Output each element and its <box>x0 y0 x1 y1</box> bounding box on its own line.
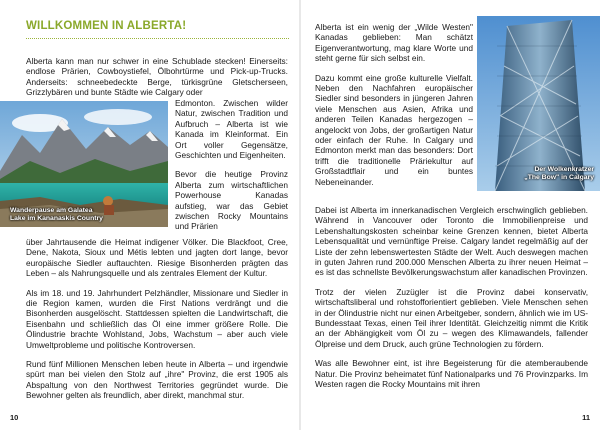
right-page <box>301 0 600 430</box>
diversity-paragraph: Dazu kommt eine große kulturelle Vielfalt. Neben den Nachfahren europäischer Siedler sind besonders in jüngeren Jahren viele Menschen aus Asien, Afrika und anderen Teilen Kanadas hergezogen – angelockt von Jobs, der großartigen Natur oder einfach der Ruhe. In Calgary und Edmonton merkt man das besonders: Dort trifft die traditionelle Präriekultur auf Großstadtflair und ein buntes Nebeneinander. <box>315 72 473 187</box>
page-number-right: 11 <box>582 413 590 422</box>
skyscraper-photo-caption: Der Wolkenkratzer „The Bow" in Calgary <box>524 166 594 181</box>
wild-west-paragraph: Alberta ist ein wenig der „Wilde Westen" Kanadas geblieben: Man schätzt Eigenverantwortung, mag klare Worte und steht gerne für sich selbst ein. <box>315 22 473 64</box>
nature-paragraph: Was alle Bewohner eint, ist ihre Begeisterung für die atemberaubende Natur. Die Provinz beheimatet fünf Nationalparks und 76 Provinzparks. Im Westen ragen die Rocky Mountains mit ihren <box>315 358 588 390</box>
page-number-left: 10 <box>10 413 19 422</box>
left-page <box>0 0 299 430</box>
lake-photo-caption: Wanderpause am Galatea Lake im Kananaskis Country <box>10 207 103 222</box>
history-paragraph-start: Bevor die heutige Provinz Alberta zum wirtschaftlichen Powerhouse Kanadas aufstieg, war das Gebiet zwischen Rocky Mountains und Prärien <box>175 169 288 232</box>
history-paragraph-continued: über Jahrtausende die Heimat indigener Völker. Die Blackfoot, Cree, Dene, Nakota, Sioux und Métis lebten und jagten dort lange, bevor europäische Siedler auftauchten. Riesige Bisonherden prägten das Leben – als Nahrungsquelle und als zentrales Element der Kultur. <box>26 237 288 279</box>
skyscraper-photo <box>477 16 600 191</box>
population-paragraph: Rund fünf Millionen Menschen leben heute in Alberta – und irgendwie spürt man bei vielen den Stolz auf „ihre" Provinz, die erst 1905 als Abspaltung von den Northwest Territories gegründet wurde. Die Bewohner gelten als freundlich, aber direkt, manchmal stur. <box>26 359 288 401</box>
skyscraper-photo-image <box>477 16 600 191</box>
intro-paragraph-wrap <box>175 98 288 232</box>
left-body-text <box>26 237 288 401</box>
affordability-paragraph: Dabei ist Alberta im innerkanadischen Vergleich erschwinglich geblieben. Während in Vancouver oder Toronto die Immobilienpreise und Lebenshaltungskosten scheinbar keine Grenzen kennen, bietet Alberta Lebensqualität und vernünftige Preise. Calgary landet regelmäßig auf der Liste der zehn lebenswertesten Städte der Welt. Auch deswegen machen in guten Jahren rund 200.000 Menschen Alberta zu ihrer neuen Heimat – es ist das schnellste Bevölkerungswachstum aller kanadischen Provinzen. <box>315 205 588 278</box>
page-heading: WILLKOMMEN IN ALBERTA! <box>26 20 187 32</box>
intro-paragraph-top: Alberta kann man nur schwer in eine Schublade stecken! Einerseits: endlose Prärien, Cowboystiefel, Ölbohrtürme und Pick-up-Trucks. Anderseits: schneebedeckte Berge, türkisgrüne Gletscherseen, Grizzlybären und bunte Städte wie Calgary oder <box>26 56 288 98</box>
intro-paragraph-continued: Edmonton. Zwischen wilder Natur, zwischen Tradition und Aufbruch – Alberta ist wie Kanada im Kleinformat. Ein Ort voller Gegensätze, Geschichten und Eigenheiten. <box>175 98 288 161</box>
heading-rule <box>26 38 289 39</box>
conservative-paragraph: Trotz der vielen Zuzügler ist die Provinz dabei konservativ, wirtschaftsliberal und rohstofforientiert geblieben. Viele Menschen sehen in der Ölindustrie nicht nur einen Arbeitgeber, sondern, ähnlich wie im US-Bundesstaat Texas, einen Teil ihrer Identität. Gleichzeitig nimmt die Kritik an der Abhängigkeit vom Öl zu – wegen des Klimawandels, fallender Ölpreise und dem Druck, auch grüne Technologien zu fördern. <box>315 286 588 349</box>
lake-photo <box>0 101 168 227</box>
right-top-text <box>315 22 473 187</box>
settlers-paragraph: Als im 18. und 19. Jahrhundert Pelzhändler, Missionare und Siedler in die Region kamen, wurden die First Nations verdrängt und die Bisonherden ausgelöscht. Stattdessen spielten die Landwirtschaft, die Eisenbahn und schließlich das Öl eine immer größere Rolle. Die Ölindustrie brachte Wohlstand, Jobs, Wachstum – aber auch viele Umweltprobleme und politische Kontroversen. <box>26 287 288 350</box>
right-body-text <box>315 205 588 390</box>
